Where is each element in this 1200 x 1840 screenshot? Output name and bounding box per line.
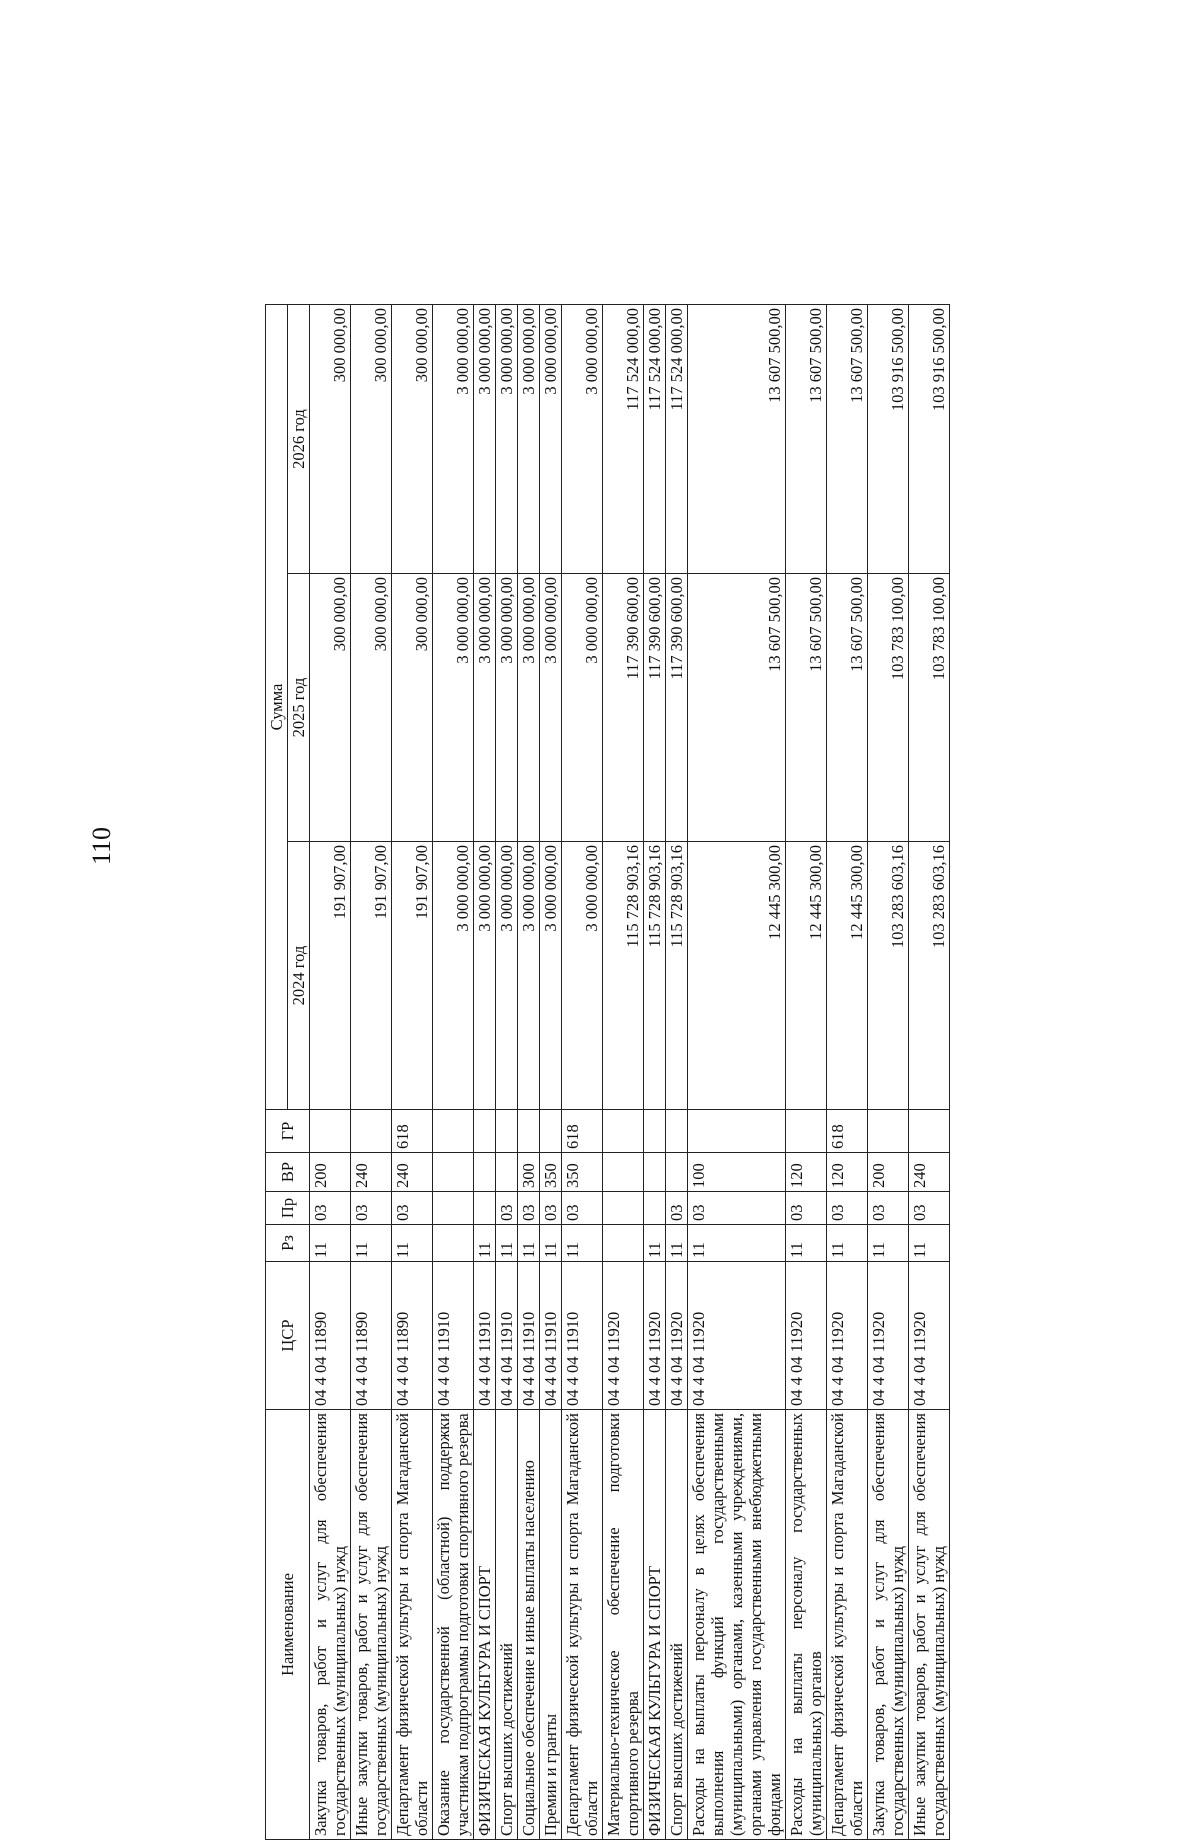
cell-gr xyxy=(474,1110,496,1153)
cell-2024: 191 907,00 xyxy=(351,842,392,1110)
cell-name: ФИЗИЧЕСКАЯ КУЛЬТУРА И СПОРТ xyxy=(474,1410,496,1840)
cell-gr xyxy=(786,1110,827,1153)
cell-rz: 11 xyxy=(351,1225,392,1262)
cell-vr: 350 xyxy=(562,1153,603,1192)
header-gr: ГР xyxy=(266,1110,310,1153)
table-row xyxy=(603,304,644,1839)
cell-2026: 3 000 000,00 xyxy=(474,304,496,573)
cell-name: Иные закупки товаров, работ и услуг для обеспечения государственных (муниципальных) нужд xyxy=(351,1410,392,1840)
header-2025: 2025 год xyxy=(288,574,310,842)
table-row xyxy=(562,304,603,1839)
cell-name: Иные закупки товаров, работ и услуг для обеспечения государственных (муниципальных) нужд xyxy=(909,1410,950,1840)
cell-gr xyxy=(496,1110,518,1153)
cell-2025: 117 390 600,00 xyxy=(666,574,688,842)
cell-csr: 04 4 04 11890 xyxy=(310,1262,351,1410)
cell-rz: 11 xyxy=(644,1225,666,1262)
cell-rz: 11 xyxy=(909,1225,950,1262)
cell-2024: 12 445 300,00 xyxy=(688,842,786,1110)
cell-2025: 3 000 000,00 xyxy=(562,574,603,842)
cell-csr: 04 4 04 11910 xyxy=(518,1262,540,1410)
header-csr: ЦСР xyxy=(266,1262,310,1410)
cell-csr: 04 4 04 11910 xyxy=(474,1262,496,1410)
cell-2025: 3 000 000,00 xyxy=(474,574,496,842)
cell-2025: 300 000,00 xyxy=(351,574,392,842)
cell-pr xyxy=(644,1192,666,1225)
cell-2024: 12 445 300,00 xyxy=(786,842,827,1110)
table-row xyxy=(644,304,666,1839)
table-row xyxy=(868,304,909,1839)
cell-2024: 3 000 000,00 xyxy=(496,842,518,1110)
cell-vr xyxy=(603,1153,644,1192)
cell-vr: 100 xyxy=(688,1153,786,1192)
cell-2026: 3 000 000,00 xyxy=(540,304,562,573)
cell-pr: 03 xyxy=(540,1192,562,1225)
cell-csr: 04 4 04 11890 xyxy=(392,1262,433,1410)
cell-gr: 618 xyxy=(562,1110,603,1153)
cell-name: Премии и гранты xyxy=(540,1410,562,1840)
table-row xyxy=(786,304,827,1839)
cell-vr: 200 xyxy=(310,1153,351,1192)
cell-pr: 03 xyxy=(351,1192,392,1225)
cell-gr xyxy=(518,1110,540,1153)
cell-rz: 11 xyxy=(496,1225,518,1262)
cell-name: Социальное обеспечение и иные выплаты населению xyxy=(518,1410,540,1840)
cell-2024: 3 000 000,00 xyxy=(474,842,496,1110)
table-row xyxy=(474,304,496,1839)
page-number: 110 xyxy=(87,826,116,866)
cell-rz: 11 xyxy=(562,1225,603,1262)
cell-2026: 3 000 000,00 xyxy=(433,304,474,573)
cell-csr: 04 4 04 11920 xyxy=(786,1262,827,1410)
cell-vr xyxy=(496,1153,518,1192)
cell-2024: 3 000 000,00 xyxy=(518,842,540,1110)
cell-vr xyxy=(644,1153,666,1192)
cell-2026: 3 000 000,00 xyxy=(518,304,540,573)
cell-vr: 300 xyxy=(518,1153,540,1192)
cell-pr: 03 xyxy=(392,1192,433,1225)
cell-vr xyxy=(433,1153,474,1192)
cell-csr: 04 4 04 11890 xyxy=(351,1262,392,1410)
cell-rz: 11 xyxy=(310,1225,351,1262)
cell-2026: 300 000,00 xyxy=(351,304,392,573)
cell-name: ФИЗИЧЕСКАЯ КУЛЬТУРА И СПОРТ xyxy=(644,1410,666,1840)
cell-gr xyxy=(540,1110,562,1153)
cell-2026: 300 000,00 xyxy=(392,304,433,573)
cell-2024: 115 728 903,16 xyxy=(644,842,666,1110)
table-row xyxy=(518,304,540,1839)
cell-vr: 120 xyxy=(827,1153,868,1192)
cell-2025: 13 607 500,00 xyxy=(688,574,786,842)
cell-csr: 04 4 04 11910 xyxy=(496,1262,518,1410)
cell-pr: 03 xyxy=(562,1192,603,1225)
cell-2024: 3 000 000,00 xyxy=(562,842,603,1110)
cell-2024: 12 445 300,00 xyxy=(827,842,868,1110)
cell-2025: 13 607 500,00 xyxy=(786,574,827,842)
cell-csr: 04 4 04 11920 xyxy=(644,1262,666,1410)
cell-csr: 04 4 04 11920 xyxy=(827,1262,868,1410)
cell-pr: 03 xyxy=(666,1192,688,1225)
cell-rz xyxy=(603,1225,644,1262)
cell-vr xyxy=(474,1153,496,1192)
cell-vr: 200 xyxy=(868,1153,909,1192)
cell-name: Расходы на выплаты персоналу государственных (муниципальных) органов xyxy=(786,1410,827,1840)
cell-gr xyxy=(644,1110,666,1153)
cell-rz: 11 xyxy=(827,1225,868,1262)
cell-2025: 103 783 100,00 xyxy=(909,574,950,842)
table-row xyxy=(310,304,351,1839)
cell-pr: 03 xyxy=(827,1192,868,1225)
cell-2025: 117 390 600,00 xyxy=(644,574,666,842)
cell-name: Оказание государственной (областной) поддержки участникам подпрограммы подготовки спортивного резерва xyxy=(433,1410,474,1840)
header-sum: Сумма xyxy=(266,304,288,1109)
cell-rz: 11 xyxy=(786,1225,827,1262)
cell-csr: 04 4 04 11910 xyxy=(562,1262,603,1410)
cell-name: Департамент физической культуры и спорта Магаданской области xyxy=(562,1410,603,1840)
cell-2024: 3 000 000,00 xyxy=(540,842,562,1110)
cell-2025: 300 000,00 xyxy=(310,574,351,842)
cell-name: Спорт высших достижений xyxy=(496,1410,518,1840)
cell-gr xyxy=(310,1110,351,1153)
cell-2025: 13 607 500,00 xyxy=(827,574,868,842)
cell-rz: 11 xyxy=(688,1225,786,1262)
cell-rz: 11 xyxy=(518,1225,540,1262)
cell-pr xyxy=(603,1192,644,1225)
cell-name: Закупка товаров, работ и услуг для обеспечения государственных (муниципальных) нужд xyxy=(868,1410,909,1840)
table-row xyxy=(827,304,868,1839)
cell-gr: 618 xyxy=(392,1110,433,1153)
cell-rz: 11 xyxy=(392,1225,433,1262)
cell-2026: 300 000,00 xyxy=(310,304,351,573)
table-row xyxy=(392,304,433,1839)
cell-gr xyxy=(688,1110,786,1153)
cell-2026: 13 607 500,00 xyxy=(827,304,868,573)
cell-gr xyxy=(909,1110,950,1153)
cell-name: Материально-техническое обеспечение подготовки спортивного резерва xyxy=(603,1410,644,1840)
header-vr: ВР xyxy=(266,1153,310,1192)
cell-2026: 3 000 000,00 xyxy=(562,304,603,573)
cell-pr: 03 xyxy=(518,1192,540,1225)
cell-rz: 11 xyxy=(540,1225,562,1262)
cell-gr xyxy=(433,1110,474,1153)
cell-2025: 3 000 000,00 xyxy=(518,574,540,842)
cell-2024: 103 283 603,16 xyxy=(909,842,950,1110)
cell-rz: 11 xyxy=(868,1225,909,1262)
table-header xyxy=(266,304,310,1839)
cell-2026: 117 524 000,00 xyxy=(603,304,644,573)
cell-gr xyxy=(351,1110,392,1153)
cell-csr: 04 4 04 11920 xyxy=(688,1262,786,1410)
cell-2026: 13 607 500,00 xyxy=(786,304,827,573)
table-row xyxy=(688,304,786,1839)
cell-rz: 11 xyxy=(474,1225,496,1262)
table-row xyxy=(433,304,474,1839)
cell-2025: 3 000 000,00 xyxy=(433,574,474,842)
cell-gr: 618 xyxy=(827,1110,868,1153)
cell-vr: 350 xyxy=(540,1153,562,1192)
cell-gr xyxy=(666,1110,688,1153)
cell-vr: 240 xyxy=(392,1153,433,1192)
cell-2024: 191 907,00 xyxy=(392,842,433,1110)
cell-pr xyxy=(433,1192,474,1225)
cell-pr: 03 xyxy=(688,1192,786,1225)
cell-2026: 103 916 500,00 xyxy=(909,304,950,573)
rotated-table-wrapper xyxy=(265,305,950,1840)
cell-2026: 103 916 500,00 xyxy=(868,304,909,573)
cell-name: Спорт высших достижений xyxy=(666,1410,688,1840)
cell-pr: 03 xyxy=(909,1192,950,1225)
cell-name: Закупка товаров, работ и услуг для обеспечения государственных (муниципальных) нужд xyxy=(310,1410,351,1840)
table-row xyxy=(496,304,518,1839)
cell-2025: 3 000 000,00 xyxy=(540,574,562,842)
cell-vr xyxy=(666,1153,688,1192)
cell-vr: 240 xyxy=(351,1153,392,1192)
cell-2025: 3 000 000,00 xyxy=(496,574,518,842)
cell-rz xyxy=(433,1225,474,1262)
cell-csr: 04 4 04 11920 xyxy=(666,1262,688,1410)
cell-vr: 240 xyxy=(909,1153,950,1192)
table-row xyxy=(540,304,562,1839)
cell-name: Расходы на выплаты персоналу в целях обеспечения выполнения функций государственными (муниципальными) органами, казенными учреждениями, органами управления государственными внебюджетными фондами xyxy=(688,1410,786,1840)
cell-name: Департамент физической культуры и спорта Магаданской области xyxy=(392,1410,433,1840)
header-2024: 2024 год xyxy=(288,842,310,1110)
cell-csr: 04 4 04 11910 xyxy=(433,1262,474,1410)
cell-csr: 04 4 04 11920 xyxy=(603,1262,644,1410)
header-name: Наименование xyxy=(266,1410,310,1840)
cell-2026: 117 524 000,00 xyxy=(644,304,666,573)
cell-rz: 11 xyxy=(666,1225,688,1262)
cell-2026: 117 524 000,00 xyxy=(666,304,688,573)
cell-2026: 13 607 500,00 xyxy=(688,304,786,573)
table-row xyxy=(351,304,392,1839)
cell-pr: 03 xyxy=(868,1192,909,1225)
cell-csr: 04 4 04 11920 xyxy=(909,1262,950,1410)
table-row xyxy=(909,304,950,1839)
header-rz: Рз xyxy=(266,1225,310,1262)
table-body xyxy=(310,304,950,1839)
cell-name: Департамент физической культуры и спорта Магаданской области xyxy=(827,1410,868,1840)
cell-2025: 103 783 100,00 xyxy=(868,574,909,842)
cell-2024: 103 283 603,16 xyxy=(868,842,909,1110)
header-2026: 2026 год xyxy=(288,304,310,573)
table-row xyxy=(666,304,688,1839)
cell-2025: 117 390 600,00 xyxy=(603,574,644,842)
cell-gr xyxy=(603,1110,644,1153)
cell-pr: 03 xyxy=(786,1192,827,1225)
cell-2024: 115 728 903,16 xyxy=(603,842,644,1110)
cell-csr: 04 4 04 11920 xyxy=(868,1262,909,1410)
cell-csr: 04 4 04 11910 xyxy=(540,1262,562,1410)
cell-2024: 191 907,00 xyxy=(310,842,351,1110)
cell-gr xyxy=(868,1110,909,1153)
budget-table xyxy=(265,304,950,1840)
header-pr: Пр xyxy=(266,1192,310,1225)
cell-pr xyxy=(474,1192,496,1225)
cell-pr: 03 xyxy=(310,1192,351,1225)
cell-2025: 300 000,00 xyxy=(392,574,433,842)
cell-2026: 3 000 000,00 xyxy=(496,304,518,573)
cell-2024: 3 000 000,00 xyxy=(433,842,474,1110)
cell-vr: 120 xyxy=(786,1153,827,1192)
cell-2024: 115 728 903,16 xyxy=(666,842,688,1110)
cell-pr: 03 xyxy=(496,1192,518,1225)
